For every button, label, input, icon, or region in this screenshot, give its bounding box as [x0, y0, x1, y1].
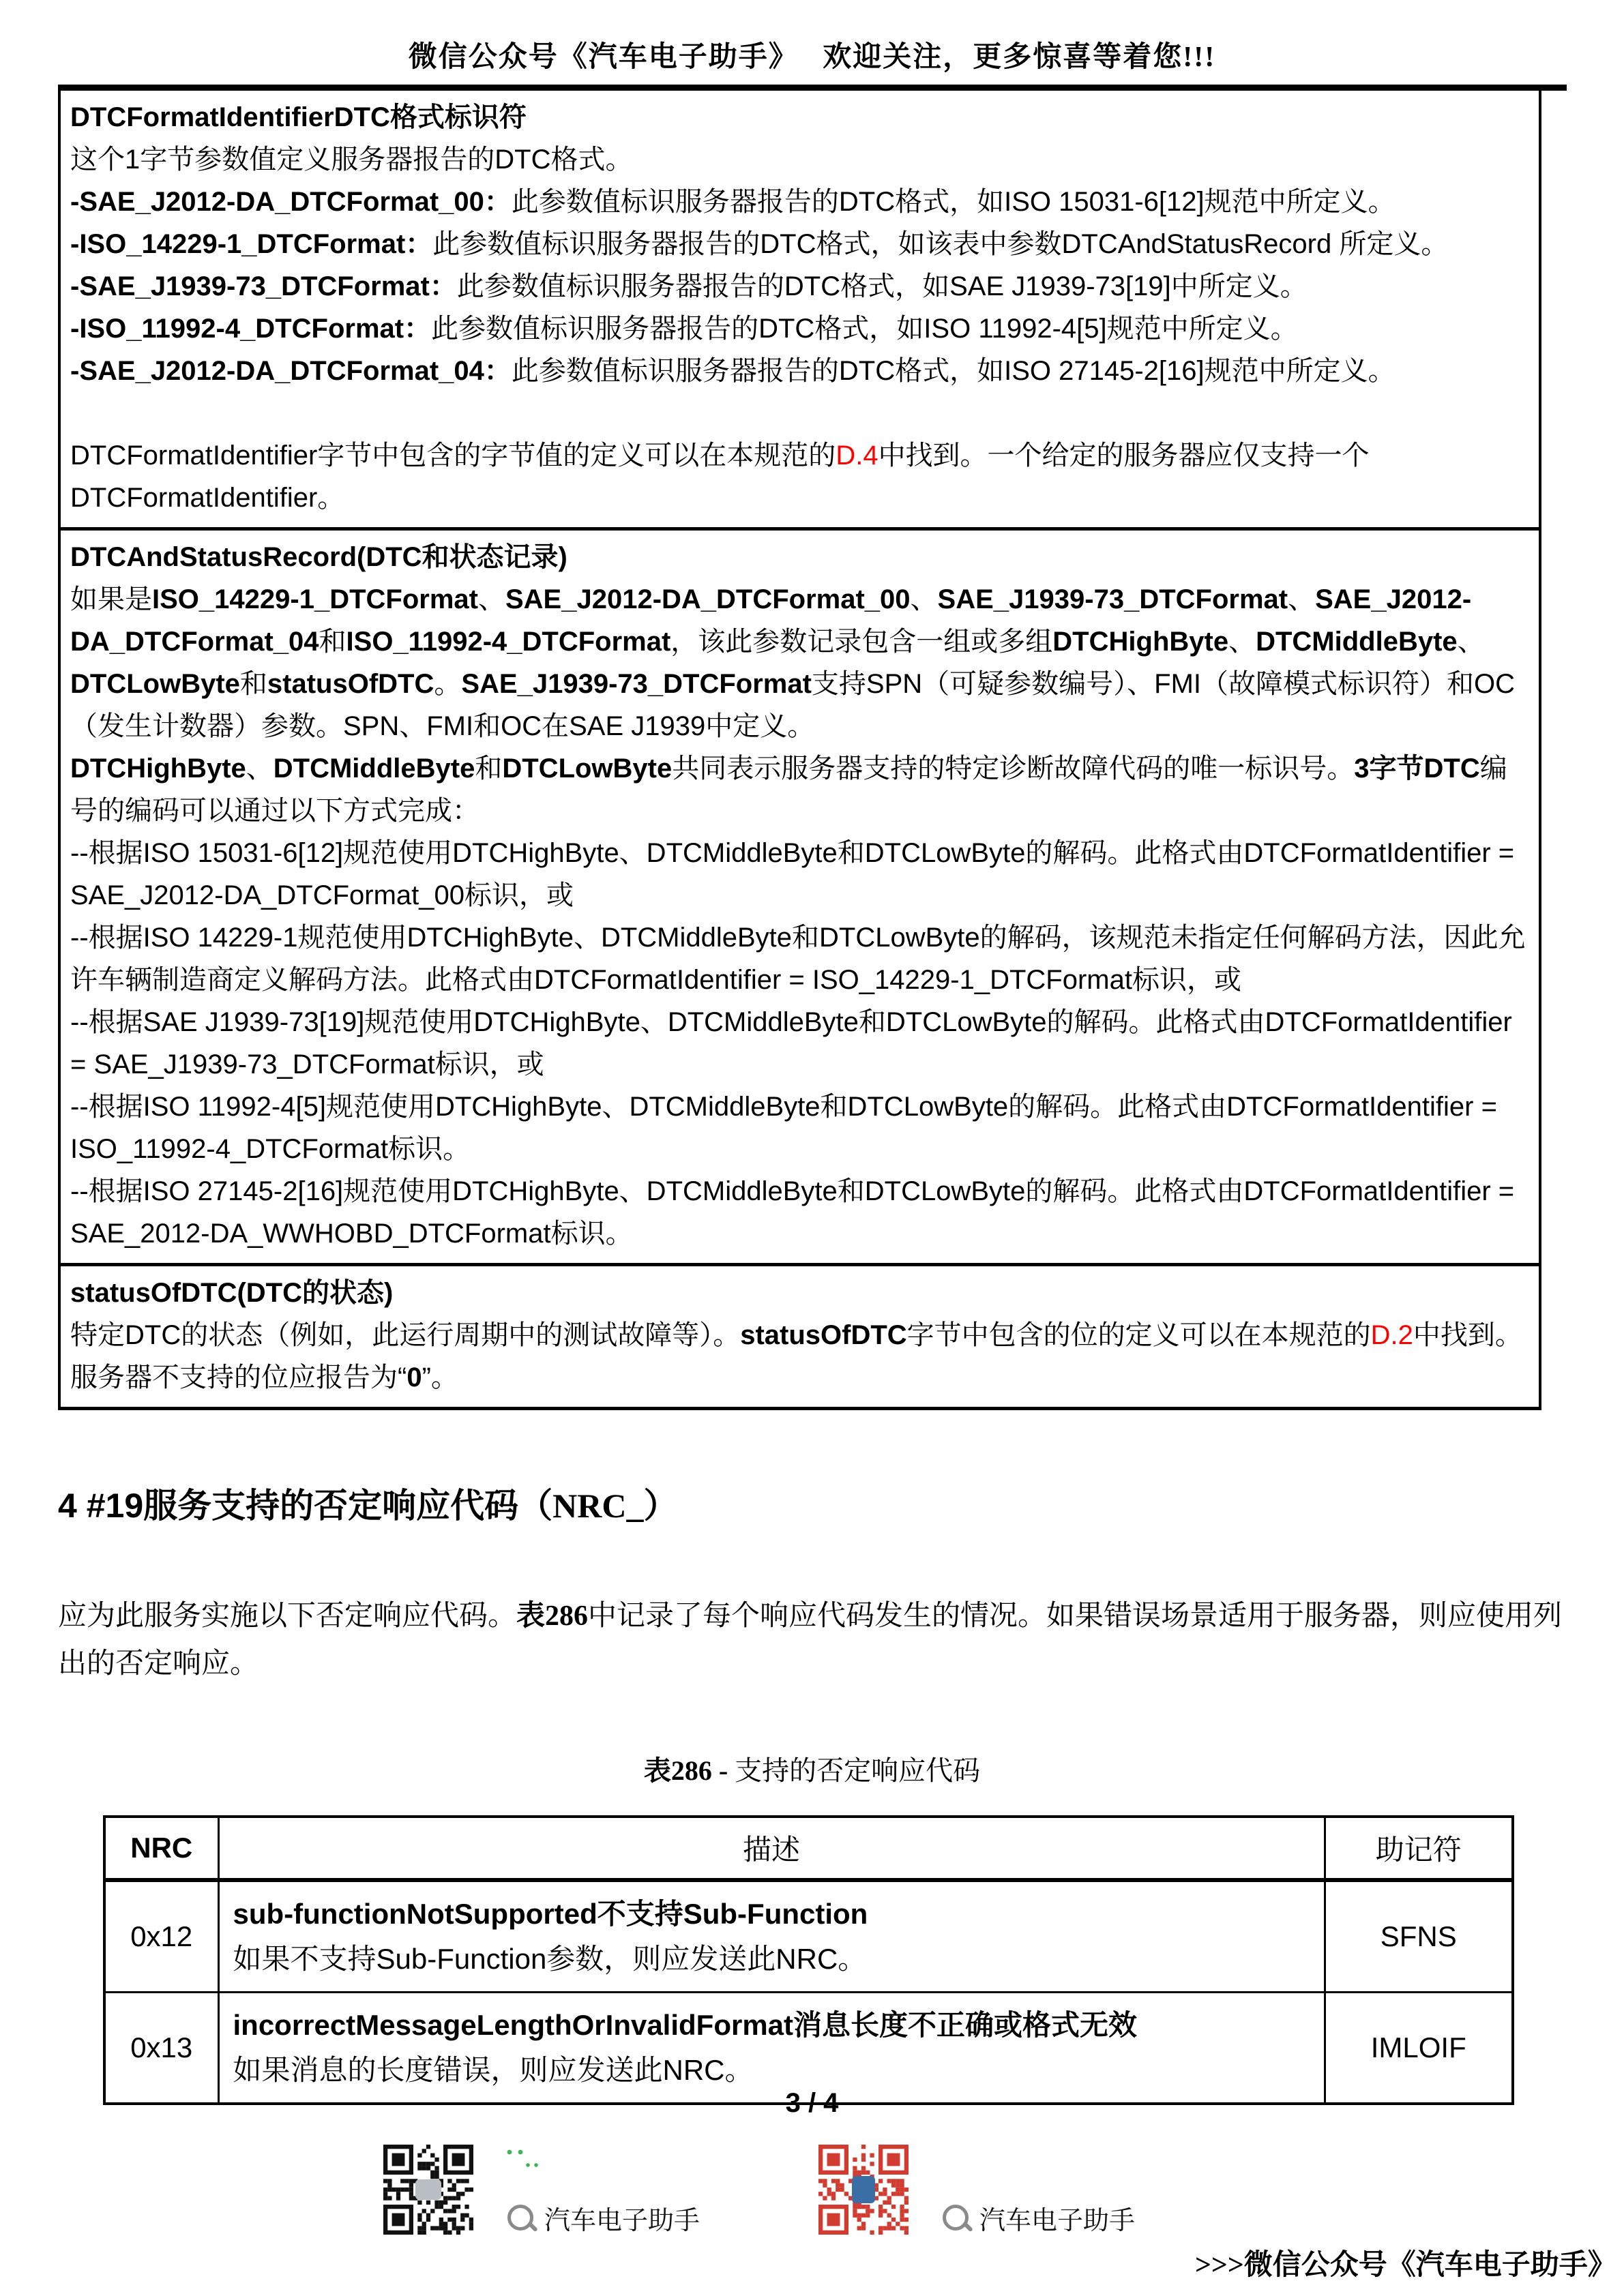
- spec-paragraph: -SAE_J2012-DA_DTCFormat_04：此参数值标识服务器报告的DTC格式，如ISO 27145-2[16]规范中所定义。: [70, 356, 1396, 386]
- spec-paragraph: statusOfDTC(DTC的状态): [70, 1278, 394, 1308]
- column-header-nrc: NRC: [104, 1817, 218, 1880]
- wechat-icon: [495, 2138, 546, 2188]
- spec-paragraph: DTCFormatIdentifierDTC格式标识符: [70, 102, 527, 132]
- spec-paragraph: 特定DTC的状态（例如，此运行周期中的测试故障等）。statusOfDTC字节中包含的位的定义可以在本规范的D.2中找到。服务器不支持的位应报告为“0”。: [70, 1320, 1522, 1392]
- spec-paragraph: 如果是ISO_14229-1_DTCFormat、SAE_J2012-DA_DTCFormat_00、SAE_J1939-73_DTCFormat、SAE_J2012-DA_DTCFormat_04和ISO_11992-4_DTCFormat，该此参数记录包含一组或多组DTCHighByte、DTCMiddleByte、DTCLowByte和statusOfDTC。SAE_J1939-73_DTCFormat支持SPN（可疑参数编号）、FMI（故障模式标识符）和OC（发生计数器）参数。SPN、FMI和OC在SAE J1939中定义。: [70, 584, 1516, 741]
- search-icon: [943, 2205, 969, 2231]
- wechat-search-label: 微信搜一搜: [557, 2147, 713, 2183]
- nrc-description-cell: [218, 1993, 1325, 2104]
- footer-tail-text: >>>微信公众号《汽车电子助手》: [1195, 2250, 1616, 2281]
- spec-paragraph: DTCHighByte、DTCMiddleByte和DTCLowByte共同表示服务器支持的特定诊断故障代码的唯一标识号。3字节DTC编号的编码可以通过以下方式完成：: [70, 754, 1507, 826]
- nrc-description-body: 如果消息的长度错误，则应发送此NRC。: [233, 2054, 754, 2086]
- blank-line: [70, 392, 1528, 434]
- wechat-badge-caption: 关注公众号，更多惊喜等着您！: [383, 2243, 718, 2270]
- column-header-mnemonic: 助记符: [1325, 1817, 1513, 1880]
- car-logo-icon: [415, 2179, 441, 2200]
- section-paragraph: 应为此服务实施以下否定响应代码。表286中记录了每个响应代码发生的情况。如果错误场景适用于服务器，则应使用列出的否定响应。: [58, 1600, 1563, 1680]
- csdn-search-title: CSDN 搜一搜: [928, 2133, 1168, 2182]
- wechat-promo-badge: [356, 2122, 746, 2278]
- table-286: [103, 1815, 1514, 2105]
- nrc-mnemonic-cell: IMLOIF: [1325, 1993, 1513, 2104]
- wechat-search-box: [497, 2193, 728, 2242]
- spec-row-statusofdtc: [61, 1266, 1539, 1410]
- header-banner: 微信公众号《汽车电子助手》 欢迎关注，更多惊喜等着您!!!: [408, 42, 1216, 73]
- spec-paragraph: --根据SAE J1939-73[19]规范使用DTCHighByte、DTCMiddleByte和DTCLowByte的解码。此格式由DTCFormatIdentifier = SAE_J1939-73_DTCFormat标识，或: [70, 1007, 1512, 1079]
- spec-paragraph: -SAE_J2012-DA_DTCFormat_00：此参数值标识服务器报告的DTC格式，如ISO 15031-6[12]规范中所定义。: [70, 187, 1396, 217]
- csdn-qr-card: [810, 2131, 917, 2248]
- nrc-description-cell: [218, 1880, 1325, 1993]
- spec-paragraph: -ISO_11992-4_DTCFormat：此参数值标识服务器报告的DTC格式，如ISO 11992-4[5]规范中所定义。: [70, 314, 1298, 344]
- nrc-description-title: incorrectMessageLengthOrInvalidFormat消息长度不正确或格式无效: [233, 2009, 1138, 2041]
- dtc-spec-table: [58, 91, 1541, 1410]
- table-row-0x13: [104, 1993, 1513, 2104]
- table-286-header-row: [104, 1817, 1513, 1880]
- spec-paragraph: --根据ISO 15031-6[12]规范使用DTCHighByte、DTCMiddleByte和DTCLowByte的解码。此格式由DTCFormatIdentifier = SAE_J2012-DA_DTCFormat_00标识，或: [70, 838, 1515, 910]
- table-row-0x12: [104, 1880, 1513, 1993]
- spec-row-dtcandstatusrecord: [61, 531, 1539, 1266]
- spec-paragraph: -ISO_14229-1_DTCFormat：此参数值标识服务器报告的DTC格式，如该表中参数DTCAndStatusRecord 所定义。: [70, 229, 1449, 259]
- column-header-description: 描述: [218, 1817, 1325, 1880]
- nrc-description-title: sub-functionNotSupported不支持Sub-Function: [233, 1898, 868, 1930]
- csdn-promo-badge: [791, 2122, 1181, 2278]
- spec-paragraph: 这个1字节参数值定义服务器报告的DTC格式。: [70, 145, 633, 175]
- section-heading-nrc: 4 #19服务支持的否定响应代码（NRC_）: [58, 1487, 678, 1525]
- csdn-badge-caption: CSDN官方账号，更多惊喜等着您！: [813, 2246, 1160, 2270]
- wechat-qr-card: [375, 2131, 482, 2248]
- spec-paragraph: --根据ISO 14229-1规范使用DTCHighByte、DTCMiddleByte和DTCLowByte的解码，该规范未指定任何解码方法，因此允许车辆制造商定义解码方法。此格式由DTCFormatIdentifier = ISO_14229-1_DTCFormat标识，或: [70, 923, 1526, 995]
- nrc-code-cell: 0x12: [104, 1880, 218, 1993]
- header-rule: [58, 85, 1567, 91]
- spec-paragraph: DTCFormatIdentifier字节中包含的字节值的定义可以在本规范的D.4中找到。一个给定的服务器应仅支持一个DTCFormatIdentifier。: [70, 441, 1370, 513]
- csdn-search-box: [932, 2193, 1164, 2242]
- nrc-description-body: 如果不支持Sub-Function参数，则应发送此NRC。: [233, 1943, 867, 1975]
- wechat-search-title: [495, 2138, 713, 2188]
- spec-paragraph: DTCAndStatusRecord(DTC和状态记录): [70, 542, 567, 572]
- nrc-code-cell: 0x13: [104, 1993, 218, 2104]
- search-text: 汽车电子助手: [544, 2206, 700, 2235]
- spec-row-dtcformatidentifier: [61, 91, 1539, 531]
- table-286-caption: 表286 - 支持的否定响应代码: [643, 1755, 981, 1786]
- search-icon: [507, 2205, 533, 2231]
- spec-paragraph: --根据ISO 11992-4[5]规范使用DTCHighByte、DTCMiddleByte和DTCLowByte的解码。此格式由DTCFormatIdentifier = ISO_11992-4_DTCFormat标识。: [70, 1092, 1497, 1164]
- car-photo-logo: [852, 2176, 875, 2203]
- nrc-mnemonic-cell: SFNS: [1325, 1880, 1513, 1993]
- page-indicator: 3 / 4: [785, 2088, 839, 2118]
- spec-paragraph: --根据ISO 27145-2[16]规范使用DTCHighByte、DTCMiddleByte和DTCLowByte的解码。此格式由DTCFormatIdentifier = SAE_2012-DA_WWHOBD_DTCFormat标识。: [70, 1176, 1515, 1249]
- search-text: 汽车电子助手: [979, 2206, 1136, 2235]
- spec-paragraph: -SAE_J1939-73_DTCFormat：此参数值标识服务器报告的DTC格式，如SAE J1939-73[19]中所定义。: [70, 271, 1308, 301]
